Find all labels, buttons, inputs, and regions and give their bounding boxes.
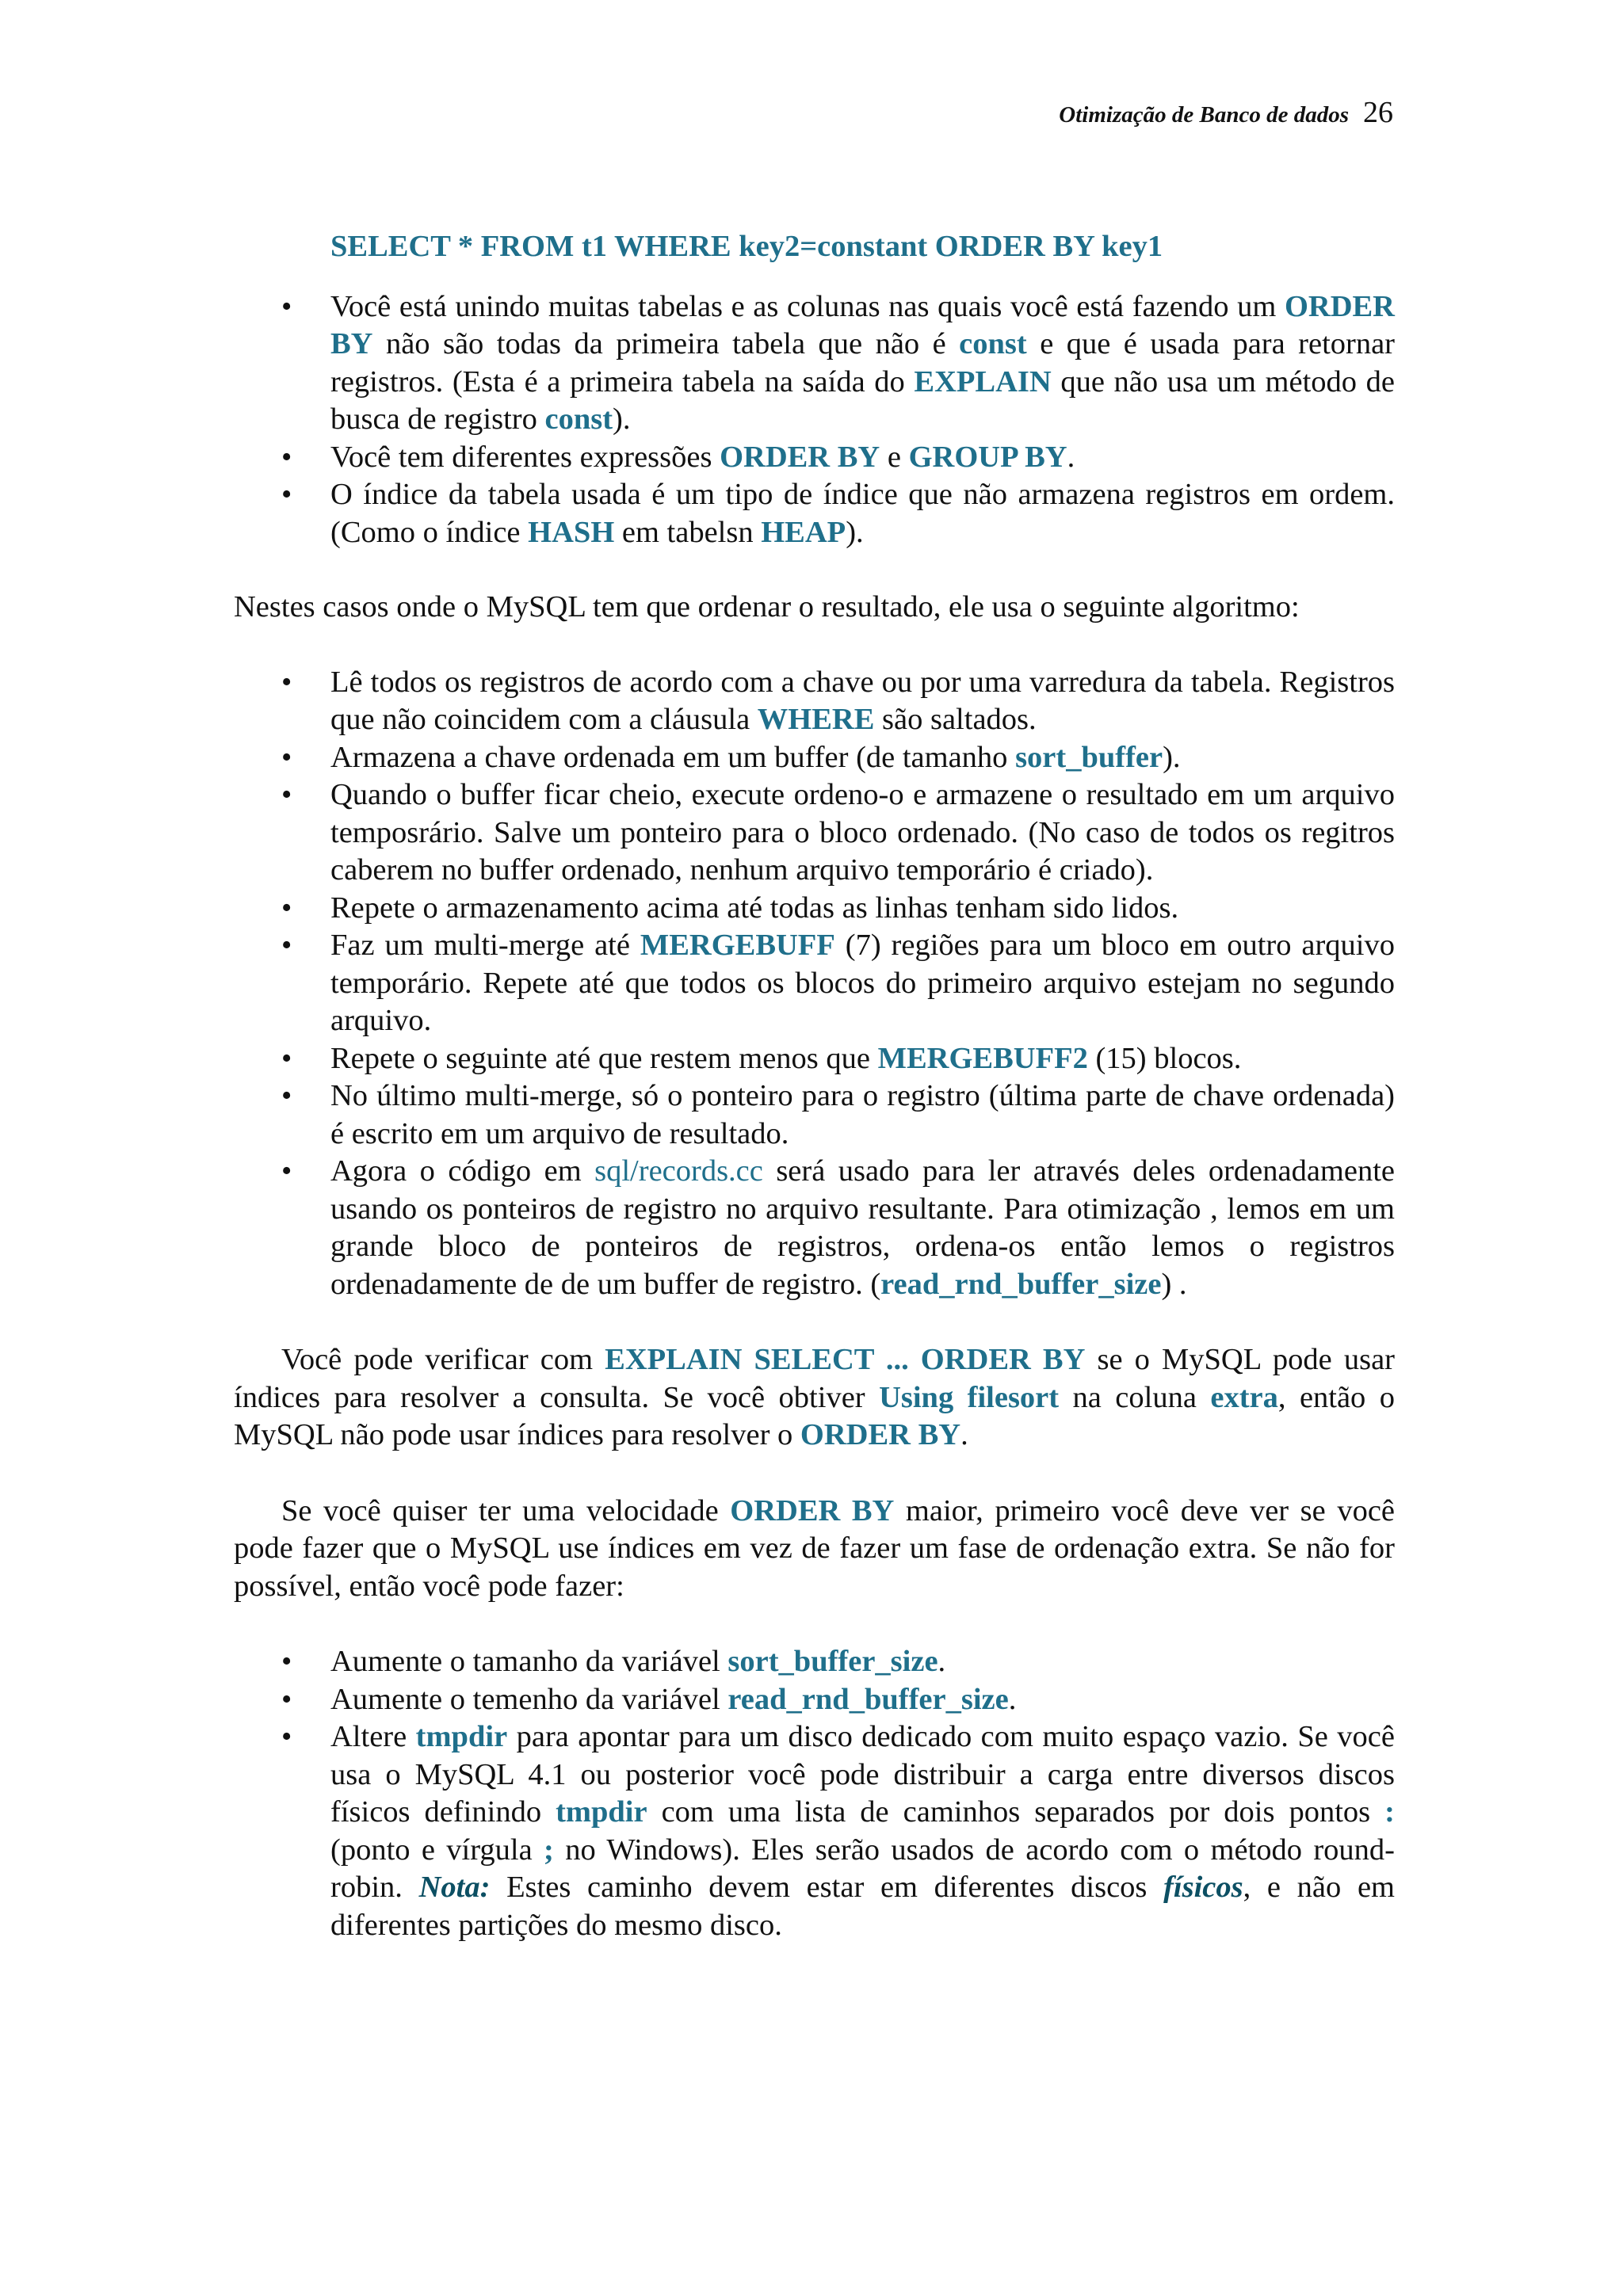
keyword: ORDER BY xyxy=(330,289,1395,360)
list-item: • Altere tmpdir para apontar para um disco dedicado com muito espaço vazio. Se você usa o MySQL 4.1 ou posterior você pode distribuir a carga entre diversos discos físicos definindo tmpdir com uma lista de caminhos separados por dois pontos : (ponto e vírgula ; no Windows). Eles serão usados de acordo com o método round-robin. Nota: Estes caminho devem estar em diferentes discos físicos, e não em diferentes partições do mesmo disco. xyxy=(234,1718,1395,1944)
list-item: • No último multi-merge, só o ponteiro para o registro (última parte de chave ordenada) é escrito em um arquivo de resultado. xyxy=(234,1077,1395,1153)
keyword: sort_buffer xyxy=(1015,740,1163,774)
keyword: MERGEBUFF2 xyxy=(877,1041,1088,1075)
keyword: HASH xyxy=(528,515,615,549)
keyword: Using filesort xyxy=(879,1380,1060,1414)
list-item: • Aumente o temenho da variável read_rnd_buffer_size. xyxy=(234,1681,1395,1719)
keyword: extra xyxy=(1210,1380,1278,1414)
list-item: • Você está unindo muitas tabelas e as colunas nas quais você está fazendo um ORDER BY não são todas da primeira tabela que não é const e que é usada para retornar registros. (Esta é a primeira tabela na saída do EXPLAIN que não usa um método de busca de registro const). xyxy=(234,288,1395,439)
keyword: GROUP BY xyxy=(908,440,1067,474)
keyword: tmpdir xyxy=(415,1720,508,1753)
keyword: : xyxy=(1384,1795,1395,1829)
keyword: ORDER BY xyxy=(720,440,880,474)
page-number: 26 xyxy=(1363,96,1393,129)
bullet-list-tips xyxy=(234,1643,1395,1944)
keyword: ; xyxy=(544,1833,554,1867)
bullet-list-algorithm xyxy=(234,664,1395,1304)
keyword: const xyxy=(959,327,1027,360)
keyword: read_rnd_buffer_size xyxy=(727,1682,1009,1716)
keyword: EXPLAIN xyxy=(914,364,1052,399)
emphasis: físicos xyxy=(1163,1871,1243,1904)
keyword: HEAP xyxy=(761,515,846,549)
list-item: • Faz um multi-merge até MERGEBUFF (7) regiões para um bloco em outro arquivo temporário. Repete até que todos os blocos do primeiro arquivo estejam no segundo arquivo. xyxy=(234,927,1395,1040)
list-item: • Você tem diferentes expressões ORDER BY e GROUP BY. xyxy=(234,439,1395,477)
page-content xyxy=(234,228,1395,1944)
keyword: EXPLAIN SELECT ... ORDER BY xyxy=(605,1343,1086,1376)
paragraph-algorithm-intro: Nestes casos onde o MySQL tem que ordenar o resultado, ele usa o seguinte algoritmo: xyxy=(234,590,1300,624)
keyword: ORDER BY xyxy=(730,1493,895,1527)
header-title: Otimização de Banco de dados xyxy=(1059,102,1349,128)
keyword: sort_buffer_size xyxy=(727,1645,938,1678)
list-item: • Quando o buffer ficar cheio, execute ordeno-o e armazene o resultado em um arquivo temposrário. Salve um ponteiro para o bloco ordenado. (No caso de todos os regitros caberem no buffer ordenado, nenhum arquivo temporário é criado). xyxy=(234,776,1395,890)
keyword: read_rnd_buffer_size xyxy=(880,1267,1162,1301)
keyword: ORDER BY xyxy=(800,1418,961,1451)
keyword: tmpdir xyxy=(556,1795,647,1829)
list-item: • Armazena a chave ordenada em um buffer (de tamanho sort_buffer). xyxy=(234,739,1395,777)
list-item: • Lê todos os registros de acordo com a chave ou por uma varredura da tabela. Registros que não coincidem com a cláusula WHERE são saltados. xyxy=(234,664,1395,739)
paragraph-explain: Você pode verificar com EXPLAIN SELECT ... ORDER BY se o MySQL pode usar índices para resolver a consulta. Se você obtiver Using filesort na coluna extra, então o MySQL não pode usar índices para resolver o ORDER BY. xyxy=(234,1343,1396,1451)
list-item: • Aumente o tamanho da variável sort_buffer_size. xyxy=(234,1643,1395,1681)
list-item: • O índice da tabela usada é um tipo de índice que não armazena registros em ordem. (Como o índice HASH em tabelsn HEAP). xyxy=(234,476,1395,551)
note-label: Nota: xyxy=(418,1871,491,1904)
file-reference: sql/records.cc xyxy=(594,1154,763,1188)
keyword: MERGEBUFF xyxy=(640,929,835,962)
bullet-list-conditions xyxy=(234,288,1395,552)
keyword: const xyxy=(544,402,613,436)
list-item: • Repete o armazenamento acima até todas as linhas tenham sido lidos. xyxy=(234,890,1395,928)
sql-example: SELECT * FROM t1 WHERE key2=constant ORDER BY key1 xyxy=(330,230,1163,263)
list-item: • Repete o seguinte até que restem menos que MERGEBUFF2 (15) blocos. xyxy=(234,1040,1395,1078)
paragraph-speed: Se você quiser ter uma velocidade ORDER BY maior, primeiro você deve ver se você pode fazer que o MySQL use índices em vez de fazer um fase de ordenação extra. Se não for possível, então você pode fazer: xyxy=(234,1493,1395,1603)
list-item: • Agora o código em sql/records.cc será usado para ler através deles ordenadamente usando os ponteiros de registro no arquivo resultante. Para otimização , lemos em um grande bloco de ponteiros de registros, ordena-os então lemos o registros ordenadamente de de um buffer de registro. (read_rnd_buffer_size) . xyxy=(234,1153,1395,1303)
keyword: WHERE xyxy=(757,703,875,736)
page-header xyxy=(1059,95,1393,130)
